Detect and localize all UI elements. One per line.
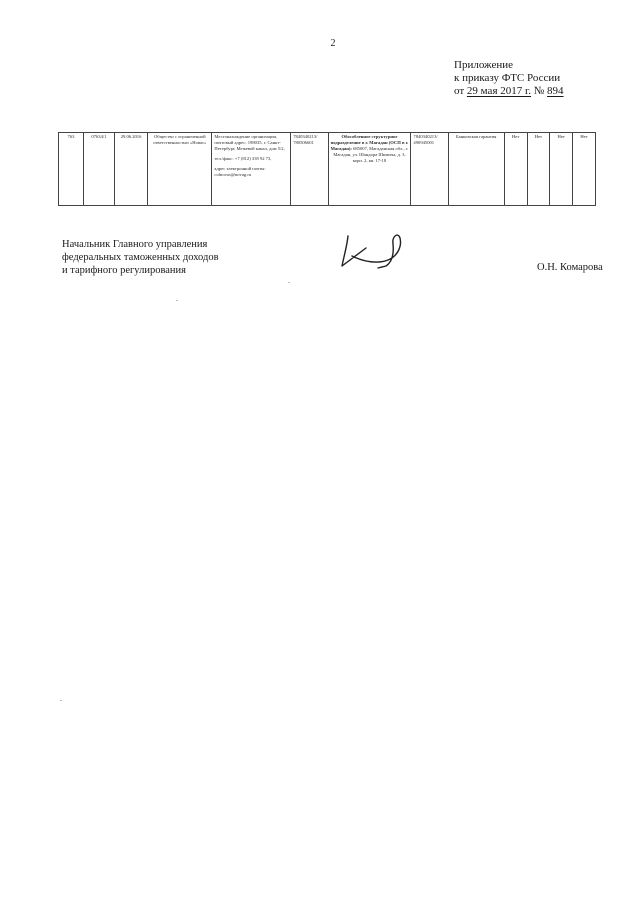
address-email: адрес электронной почты: colnovas@novag.ru	[214, 166, 266, 177]
handwritten-signature	[338, 232, 418, 272]
cell-organization: Общество с ограниченной ответственностью «Новас»	[148, 133, 212, 206]
from-word: от	[454, 85, 465, 97]
order-reference: к приказу ФТС России	[454, 72, 561, 84]
cell-branch	[328, 133, 411, 206]
scan-speck	[60, 700, 62, 701]
scan-speck	[288, 282, 290, 283]
registry-table	[58, 132, 596, 206]
branch-address: 685007, Магаданская обл., г. Магадан, ул. Шандора Шимича, д. 3, корп. 2, кв. 17-18	[333, 146, 409, 163]
cell-address	[212, 133, 291, 206]
order-date: 29 мая 2017 г.	[466, 85, 532, 97]
title-line-2: федеральных таможенных доходов	[62, 252, 219, 263]
page-number: 2	[330, 38, 336, 49]
address-location: Местонахождение организации, почтовый адрес: 198035, г. Санкт-Петербург, Межевой канал, дом 5/2,	[214, 134, 285, 151]
cell-guarantee: Банковская гарантия	[448, 133, 504, 206]
title-line-3: и тарифного регулирования	[62, 265, 186, 276]
cell-inn: 7840340213/ 780506601	[291, 133, 328, 206]
cell-num: 763	[59, 133, 84, 206]
cell-reg-no: 07634/1	[83, 133, 114, 206]
branch-name: Обособленное структурное подразделение в г. Магадан (ОСП в г. Магадан):	[330, 134, 409, 151]
address-phone: тел./факс: +7 (812) 339 92 73,	[214, 156, 272, 161]
cell-flag-4: Нет	[573, 133, 596, 206]
cell-branch-inn: 7840340213/ 490945001	[411, 133, 448, 206]
cell-date: 29.06.2016	[114, 133, 147, 206]
scan-speck	[176, 300, 178, 301]
title-line-1: Начальник Главного управления	[62, 239, 208, 250]
signatory-title	[62, 238, 219, 277]
table-row	[59, 133, 596, 206]
cell-flag-2: Нет	[527, 133, 550, 206]
appendix-label: Приложение	[454, 59, 514, 71]
signer-name: О.Н. Комарова	[537, 262, 603, 273]
cell-flag-3: Нет	[550, 133, 573, 206]
order-date-line	[454, 84, 564, 98]
order-number: 894	[547, 85, 564, 97]
number-sign: №	[533, 85, 545, 97]
cell-flag-1: Нет	[504, 133, 527, 206]
